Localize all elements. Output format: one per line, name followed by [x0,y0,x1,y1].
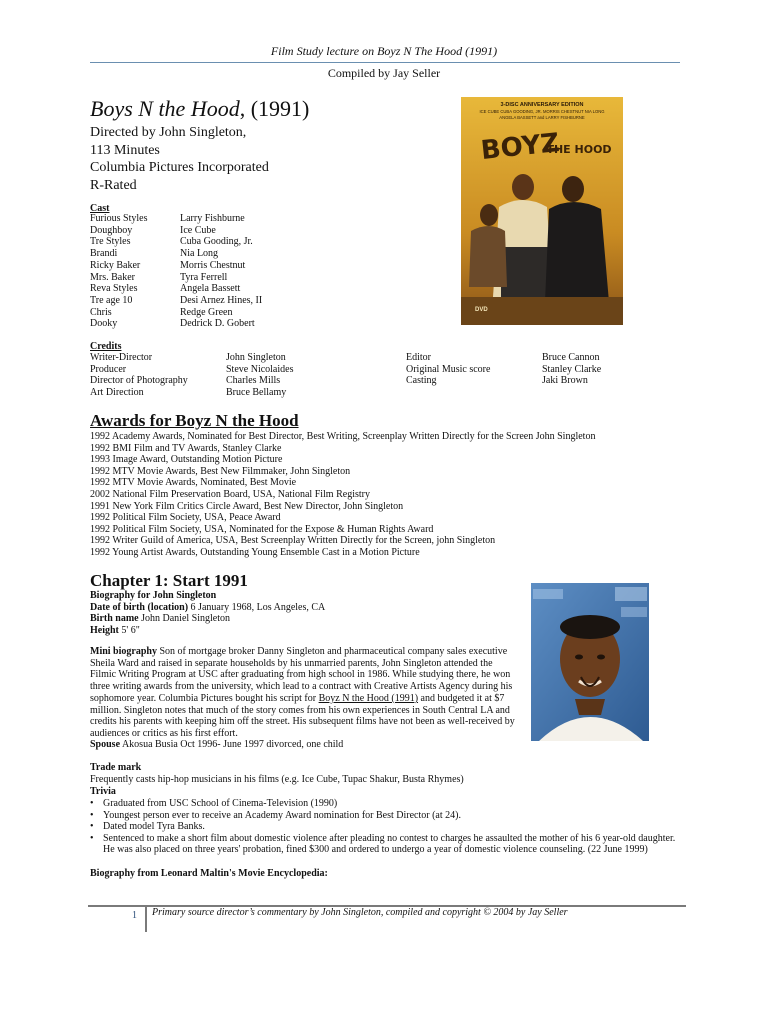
credit-name: Charles Mills [226,375,281,387]
mini-bio-line: Sheila Ward and raised in separate households by his unmarried parents, John Singleton attended the [90,657,493,669]
award-item: 1992 BMI Film and TV Awards, Stanley Clarke [90,442,282,454]
credit-name: Bruce Bellamy [226,387,287,399]
poster-dvd-logo: DVD [475,307,488,313]
bullet-icon: • [90,821,94,833]
mini-bio-label: Mini biography [90,646,157,657]
award-item: 1992 Political Film Society, USA, Nominated for the Expose & Human Rights Award [90,523,434,535]
award-item: 1992 MTV Movie Awards, Best New Filmmaker, John Singleton [90,465,351,477]
trivia-text: Dated model Tyra Banks. [103,821,205,833]
poster-names-2: ANGELA BASSETT and LARRY FISHBURNE [499,115,585,120]
trade-mark-label: Trade mark [90,762,142,773]
cast-actor: Nia Long [180,248,219,260]
mini-bio-line: million. Singleton notes that much of the story comes from his own experiences in South Central LA and [90,704,510,716]
cast-actor: Tyra Ferrell [180,271,228,283]
credits-column-names-2 [542,352,601,387]
mini-biography [90,646,522,740]
poster-edition: 3-DISC ANNIVERSARY EDITION [500,102,584,108]
dob-value: 6 January 1968, Los Angeles, CA [188,601,326,613]
film-title [90,96,309,122]
credits-column-roles-2 [406,352,490,387]
dob-label: Date of birth (location) [90,601,189,613]
height-label: Height [90,625,119,637]
cast-role: Dooky [90,318,118,330]
spouse-line [90,739,343,750]
birthname-value: John Daniel Singleton [138,613,230,625]
poster-artwork [461,97,623,325]
poster-logo-hood: THE HOOD [546,143,612,156]
footer-text: Primary source director’s commentary by John Singleton, compiled and copyright © 2004 by Jay Seller [152,907,568,918]
trade-mark-value: Frequently casts hip-hop musicians in his films (e.g. Ice Cube, Tupac Shakur, Busta Rhymes) [90,774,464,785]
trivia-label: Trivia [90,786,116,797]
film-fact: R-Rated [90,177,137,193]
credit-role: Original Music score [406,363,491,375]
award-item: 1993 Image Award, Outstanding Motion Picture [90,454,283,466]
mini-bio-line: sophomore year. Columbia Pictures bought his script for [90,692,319,704]
credits-column-names [226,352,293,399]
credit-name: Jaki Brown [542,375,588,387]
page-number: 1 [132,910,137,921]
credit-role: Casting [406,375,437,387]
portrait-artwork [531,583,649,741]
movie-poster-image [461,97,623,325]
mini-bio-line: credits his parents with keeping him off the street. His subsequent films have not been as well-received by [90,716,515,728]
bullet-icon: • [90,809,94,821]
credit-name: Bruce Cannon [542,352,600,363]
spouse-label: Spouse [90,739,121,750]
header-rule [90,62,680,63]
cast-role: Mrs. Baker [90,271,135,283]
birthname-label: Birth name [90,613,139,625]
spouse-value: Akosua Busia Oct 1996- June 1997 divorced, one child [120,739,344,750]
compiled-by: Compiled by Jay Seller [327,66,441,80]
cast-actor: Morris Chestnut [180,259,246,271]
trivia-text: Graduated from USC School of Cinema-Television (1990) [103,798,338,809]
credit-name: Stanley Clarke [542,363,602,375]
bullet-icon: • [90,832,94,844]
height-value: 5' 6" [118,625,140,637]
film-link[interactable]: Boyz N the Hood (1991) [318,692,419,704]
mini-bio-line: audiences or critics as his first effort. [90,727,238,739]
cast-actor: Cuba Gooding, Jr. [180,236,253,248]
trivia-item [90,821,675,833]
cast-role: Reva Styles [90,283,138,295]
trivia-list [90,798,675,856]
cast-role: Brandi [90,248,118,260]
footer-divider [145,907,147,932]
award-item: 1992 Political Film Society, USA, Peace Award [90,512,281,524]
mini-bio-line: and budgeted it at $7 [418,692,505,704]
film-title-year: , (1991) [239,96,310,121]
credit-role: Editor [406,352,431,363]
cast-role: Tre Styles [90,236,131,248]
award-item: 1992 Academy Awards, Nominated for Best Director, Best Writing, Screenplay Written Directly for the Screen John Singleton [90,431,596,442]
chapter-heading: Chapter 1: Start 1991 [90,571,248,590]
film-title-name: Boys N the Hood [90,96,240,121]
trivia-item [90,798,675,810]
credits-column-roles [90,352,188,399]
award-item: 2002 National Film Preservation Board, USA, National Film Registry [90,488,370,500]
cast-actor: Larry Fishburne [180,213,245,224]
cast-actor: Dedrick D. Gobert [180,318,255,330]
maltin-heading: Biography from Leonard Maltin's Movie Encyclopedia: [90,868,328,879]
awards-heading: Awards for Boyz N the Hood [90,411,299,430]
credit-name: John Singleton [226,352,286,363]
credit-name: Steve Nicolaides [226,363,294,375]
award-item: 1992 Writer Guild of America, USA, Best Screenplay Written Directly for the Screen, john Singleton [90,535,496,547]
mini-bio-line: Son of mortgage broker Danny Singleton and pharmaceutical company sales executive [156,646,508,657]
credit-role: Director of Photography [90,375,188,387]
credit-role: Art Direction [90,387,144,399]
bio-title: Biography for John Singleton [90,590,217,601]
award-item: 1992 Young Artist Awards, Outstanding Young Ensemble Cast in a Motion Picture [90,546,420,558]
cast-role: Ricky Baker [90,259,141,271]
mini-bio-line: Filmic Writing Program at USC after graduating from high school in 1986. While studying there, he won [90,669,511,681]
film-fact: Directed by John Singleton, [90,125,247,140]
awards-list [90,431,595,559]
film-fact: 113 Minutes [90,142,160,158]
poster-names: ICE CUBE CUBA GOODING, JR. MORRIS CHESTNUT NIA LONG [479,109,605,114]
cast-actor: Angela Bassett [180,283,241,295]
award-item: 1992 MTV Movie Awards, Nominated, Best Movie [90,477,297,489]
trivia-continuation: He was also placed on three years' probation, fined $300 and ordered to undergo a year of domestic violence counseling. (22 June 1999) [103,844,648,856]
trivia-item [90,833,675,845]
mini-bio-line: three writing awards from the university, which lead to a contract with Creative Artists Agency during his [90,681,513,693]
trivia-text: Sentenced to make a short film about domestic violence after pleading no contest to charges he assaulted the mother of his 6 year-old daughter. [103,832,676,844]
poster-logo-boyz: BOYZ [479,128,561,167]
document-header-title: Film Study lecture on Boyz N The Hood (1991) [270,44,498,58]
trivia-item [90,810,675,822]
film-fact: Columbia Pictures Incorporated [90,160,269,175]
trivia-text: Youngest person ever to receive an Academy Award nomination for Best Director (at 24). [103,809,461,821]
cast-actor: Ice Cube [180,224,216,236]
credits-label: Credits [90,341,122,352]
bio-facts [90,590,325,637]
credit-role: Writer-Director [90,352,153,363]
credit-role: Producer [90,363,127,375]
cast-role: Chris [90,306,112,318]
film-facts [90,124,269,194]
award-item: 1991 New York Film Critics Circle Award, Best New Director, John Singleton [90,500,404,512]
cast-role: Doughboy [90,224,133,236]
bullet-icon: • [90,798,94,809]
cast-role: Furious Styles [90,213,148,224]
cast-actor: Desi Arnez Hines, II [180,294,263,306]
cast-actor: Redge Green [180,306,233,318]
cast-role: Tre age 10 [90,294,133,306]
director-portrait-image [531,583,649,741]
cast-label: Cast [90,203,110,214]
